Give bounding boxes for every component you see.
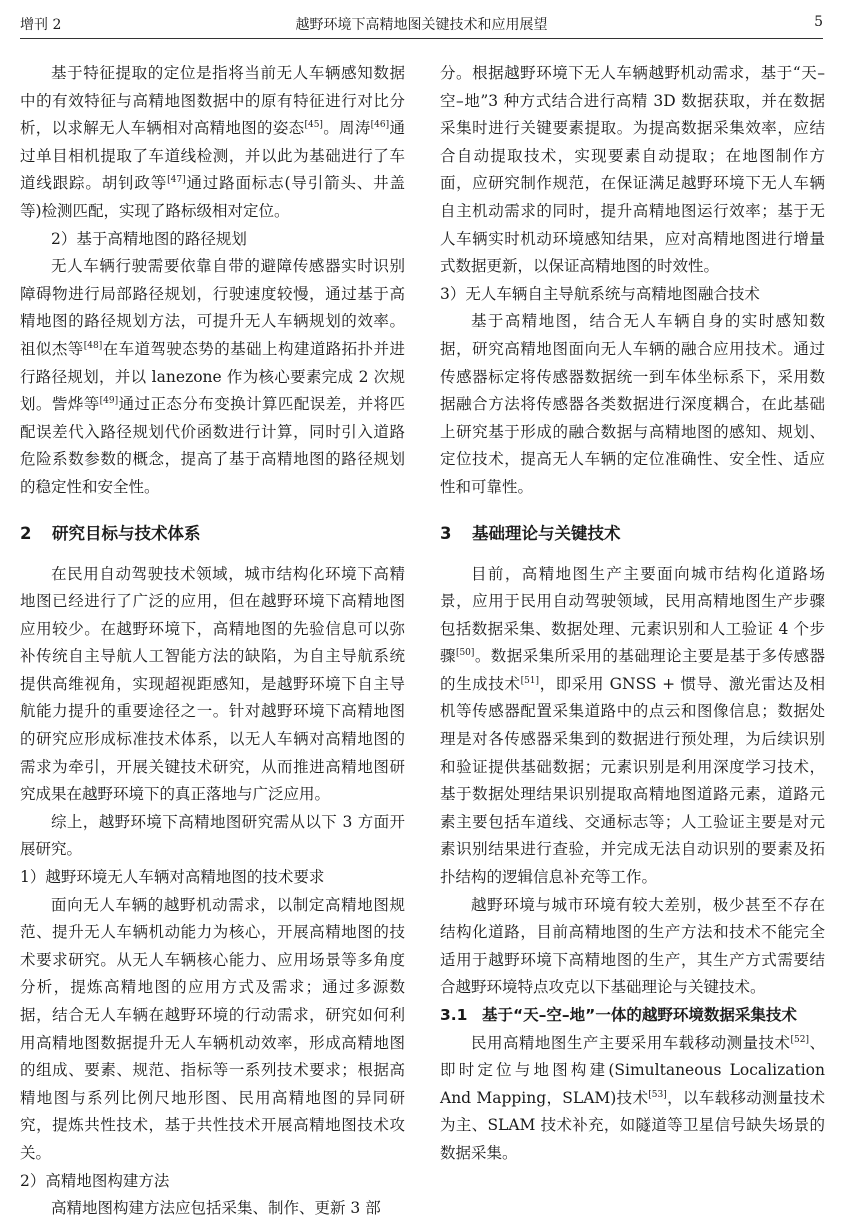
citation-ref: [46] xyxy=(370,120,390,131)
section-number: 2 xyxy=(20,523,32,543)
citation-ref: [45] xyxy=(304,120,323,131)
subsection-heading xyxy=(440,1002,825,1030)
paragraph: 高精地图构建方法应包括采集、制作、更新 3 部 xyxy=(51,1199,381,1218)
citation-ref: [53] xyxy=(648,1089,667,1100)
paragraph: 基于特征提取的定位是指将当前无人车辆感知数据中的有效特征与高精地图数据中的原有特征进行对比分析，以求解无人车辆相对高精地图的姿态[45]。周涛[46]通过单目相机提取了车道线检测，并以此为基础进行了车道线跟踪。胡钊政等[47]通过路面标志(导引箭头、井盖等)检测匹配，实现了路标级相对定位。 xyxy=(20,64,405,220)
subsection-heading-title: 基于“天–空–地”一体的越野环境数据采集技术 xyxy=(482,1006,797,1024)
citation-ref: [50] xyxy=(455,648,475,659)
subsection-title: 3）无人车辆自主导航系统与高精地图融合技术 xyxy=(440,284,760,303)
paragraph: 越野环境与城市环境有较大差别，极少甚至不存在结构化道路，目前高精地图的生产方法和技术不能完全适用于越野环境下高精地图的生产，其生产方式需要结合越野环境特点攻克以下基础理论与关键技术。 xyxy=(440,895,825,997)
subsection-title: 2）基于高精地图的路径规划 xyxy=(51,229,247,248)
paragraph: 目前，高精地图生产主要面向城市结构化道路场景，应用于民用自动驾驶领域，民用高精地图生产步骤包括数据采集、数据处理、元素识别和人工验证 4 个步骤[50]。数据采集所采用的基础理论主要是基于多传感器的生成技术[51]，即采用 GNSS + 惯导、激光雷达及相机等传感器配置采集道路中的点云和图像信息；数据处理是对各传感器采集到的数据进行预处理，为后续识别和验证提供基础数据；元素识别是利用深度学习技术，基于数据处理结果识别提取高精地图道路元素，道路元素主要包括车道线、交通标志等；人工验证主要是对元素识别结果进行查验，并完成无法自动识别的要素及拓扑结构的逻辑信息补充等工作。 xyxy=(440,564,825,887)
paragraph: 综上，越野环境下高精地图研究需从以下 3 方面开展研究。 xyxy=(20,812,405,859)
citation-ref: [48] xyxy=(83,340,103,351)
running-title: 越野环境下高精地图关键技术和应用展望 xyxy=(295,17,548,33)
section-title: 研究目标与技术体系 xyxy=(52,523,201,543)
paragraph: 无人车辆行驶需要依靠自带的避障传感器实时识别障碍物进行局部路径规划，行驶速度较慢，通过基于高精地图的路径规划方法，可提升无人车辆规划的效率。祖似杰等[48]在车道驾驶态势的基础上构建道路拓扑并进行路径规划，并以 lanezone 作为核心要素完成 2 次规划。訾烨等[49]通过正态分布变换计算匹配误差，并将匹配误差代入路径规划代价函数进行计算，同时引入道路危险系数参数的概念，提高了基于高精地图的路径规划的稳定性和安全性。 xyxy=(20,257,405,496)
paragraph: 面向无人车辆的越野机动需求，以制定高精地图规范、提升无人车辆机动能力为核心，开展高精地图的技术要求研究。从无人车辆核心能力、应用场景等多角度分析，提炼高精地图的应用方式及需求；通过多源数据，结合无人车辆在越野环境的行动需求，研究如何利用高精地图数据提升无人车辆机动效率，形成高精地图的组成、要素、规范、指标等一系列技术要求；根据高精地图与系列比例尺地形图、民用高精地图的异同研究，提炼共性技术，基于共性技术开展高精地图技术攻关。 xyxy=(20,895,405,1162)
citation-ref: [49] xyxy=(99,395,119,406)
left-column xyxy=(20,60,405,1223)
section-number: 3 xyxy=(440,523,452,543)
subsection-title: 1）越野环境无人车辆对高精地图的技术要求 xyxy=(20,868,325,887)
paragraph: 基于高精地图，结合无人车辆自身的实时感知数据，研究高精地图面向无人车辆的融合应用技术。通过传感器标定将传感器数据统一到车体坐标系下，采用数据融合方法将传感器各类数据进行深度耦合，在此基础上研究基于形成的融合数据与高精地图的感知、规划、定位技术，提高无人车辆的定位准确性、安全性、适应性和可靠性。 xyxy=(440,312,825,496)
citation-ref: [52] xyxy=(790,1034,809,1045)
subsection-title: 2）高精地图构建方法 xyxy=(20,1171,170,1190)
right-column xyxy=(440,60,825,1168)
section-heading xyxy=(440,520,825,547)
section-heading xyxy=(20,520,405,547)
subsection-number: 3.1 xyxy=(440,1006,468,1024)
citation-ref: [51] xyxy=(520,675,540,686)
paragraph: 民用高精地图生产主要采用车载移动测量技术[52]、即时定位与地图构建(Simultaneous Localization And Mapping，SLAM)技术[53]，以车载移动测量技术为主、SLAM 技术补充，如隧道等卫星信号缺失场景的数据采集。 xyxy=(440,1033,825,1162)
paragraph: 在民用自动驾驶技术领域，城市结构化环境下高精地图已经进行了广泛的应用，但在越野环境下高精地图应用较少。在越野环境下，高精地图的先验信息可以弥补传统自主导航人工智能方法的缺陷，为自主导航系统提供高维视角，实现超视距感知，是越野环境下自主导航能力提升的重要途径之一。针对越野环境下高精地图的研究应形成标准技术体系，以无人车辆对高精地图的需求为牵引，开展关键技术研究，从而推进高精地图研究成果在越野环境下的真正落地与广泛应用。 xyxy=(20,564,405,804)
citation-ref: [47] xyxy=(167,175,186,186)
running-header xyxy=(20,10,823,39)
section-title: 基础理论与关键技术 xyxy=(472,523,621,543)
journal-issue: 增刊 2 xyxy=(20,17,62,33)
page-number: 5 xyxy=(814,14,823,30)
paragraph: 分。根据越野环境下无人车辆越野机动需求，基于“天–空–地”3 种方式结合进行高精 3D 数据获取，并在数据采集时进行关键要素提取。为提高数据采集效率，应结合自动提取技术，实现要素自动提取；在地图制作方面，应研究制作规范，在保证满足越野环境下无人车辆自主机动需求的同时，提升高精地图运行效率；基于无人车辆实时机动环境感知结果，应对高精地图进行增量式数据更新，以保证高精地图的时效性。 xyxy=(440,64,825,276)
